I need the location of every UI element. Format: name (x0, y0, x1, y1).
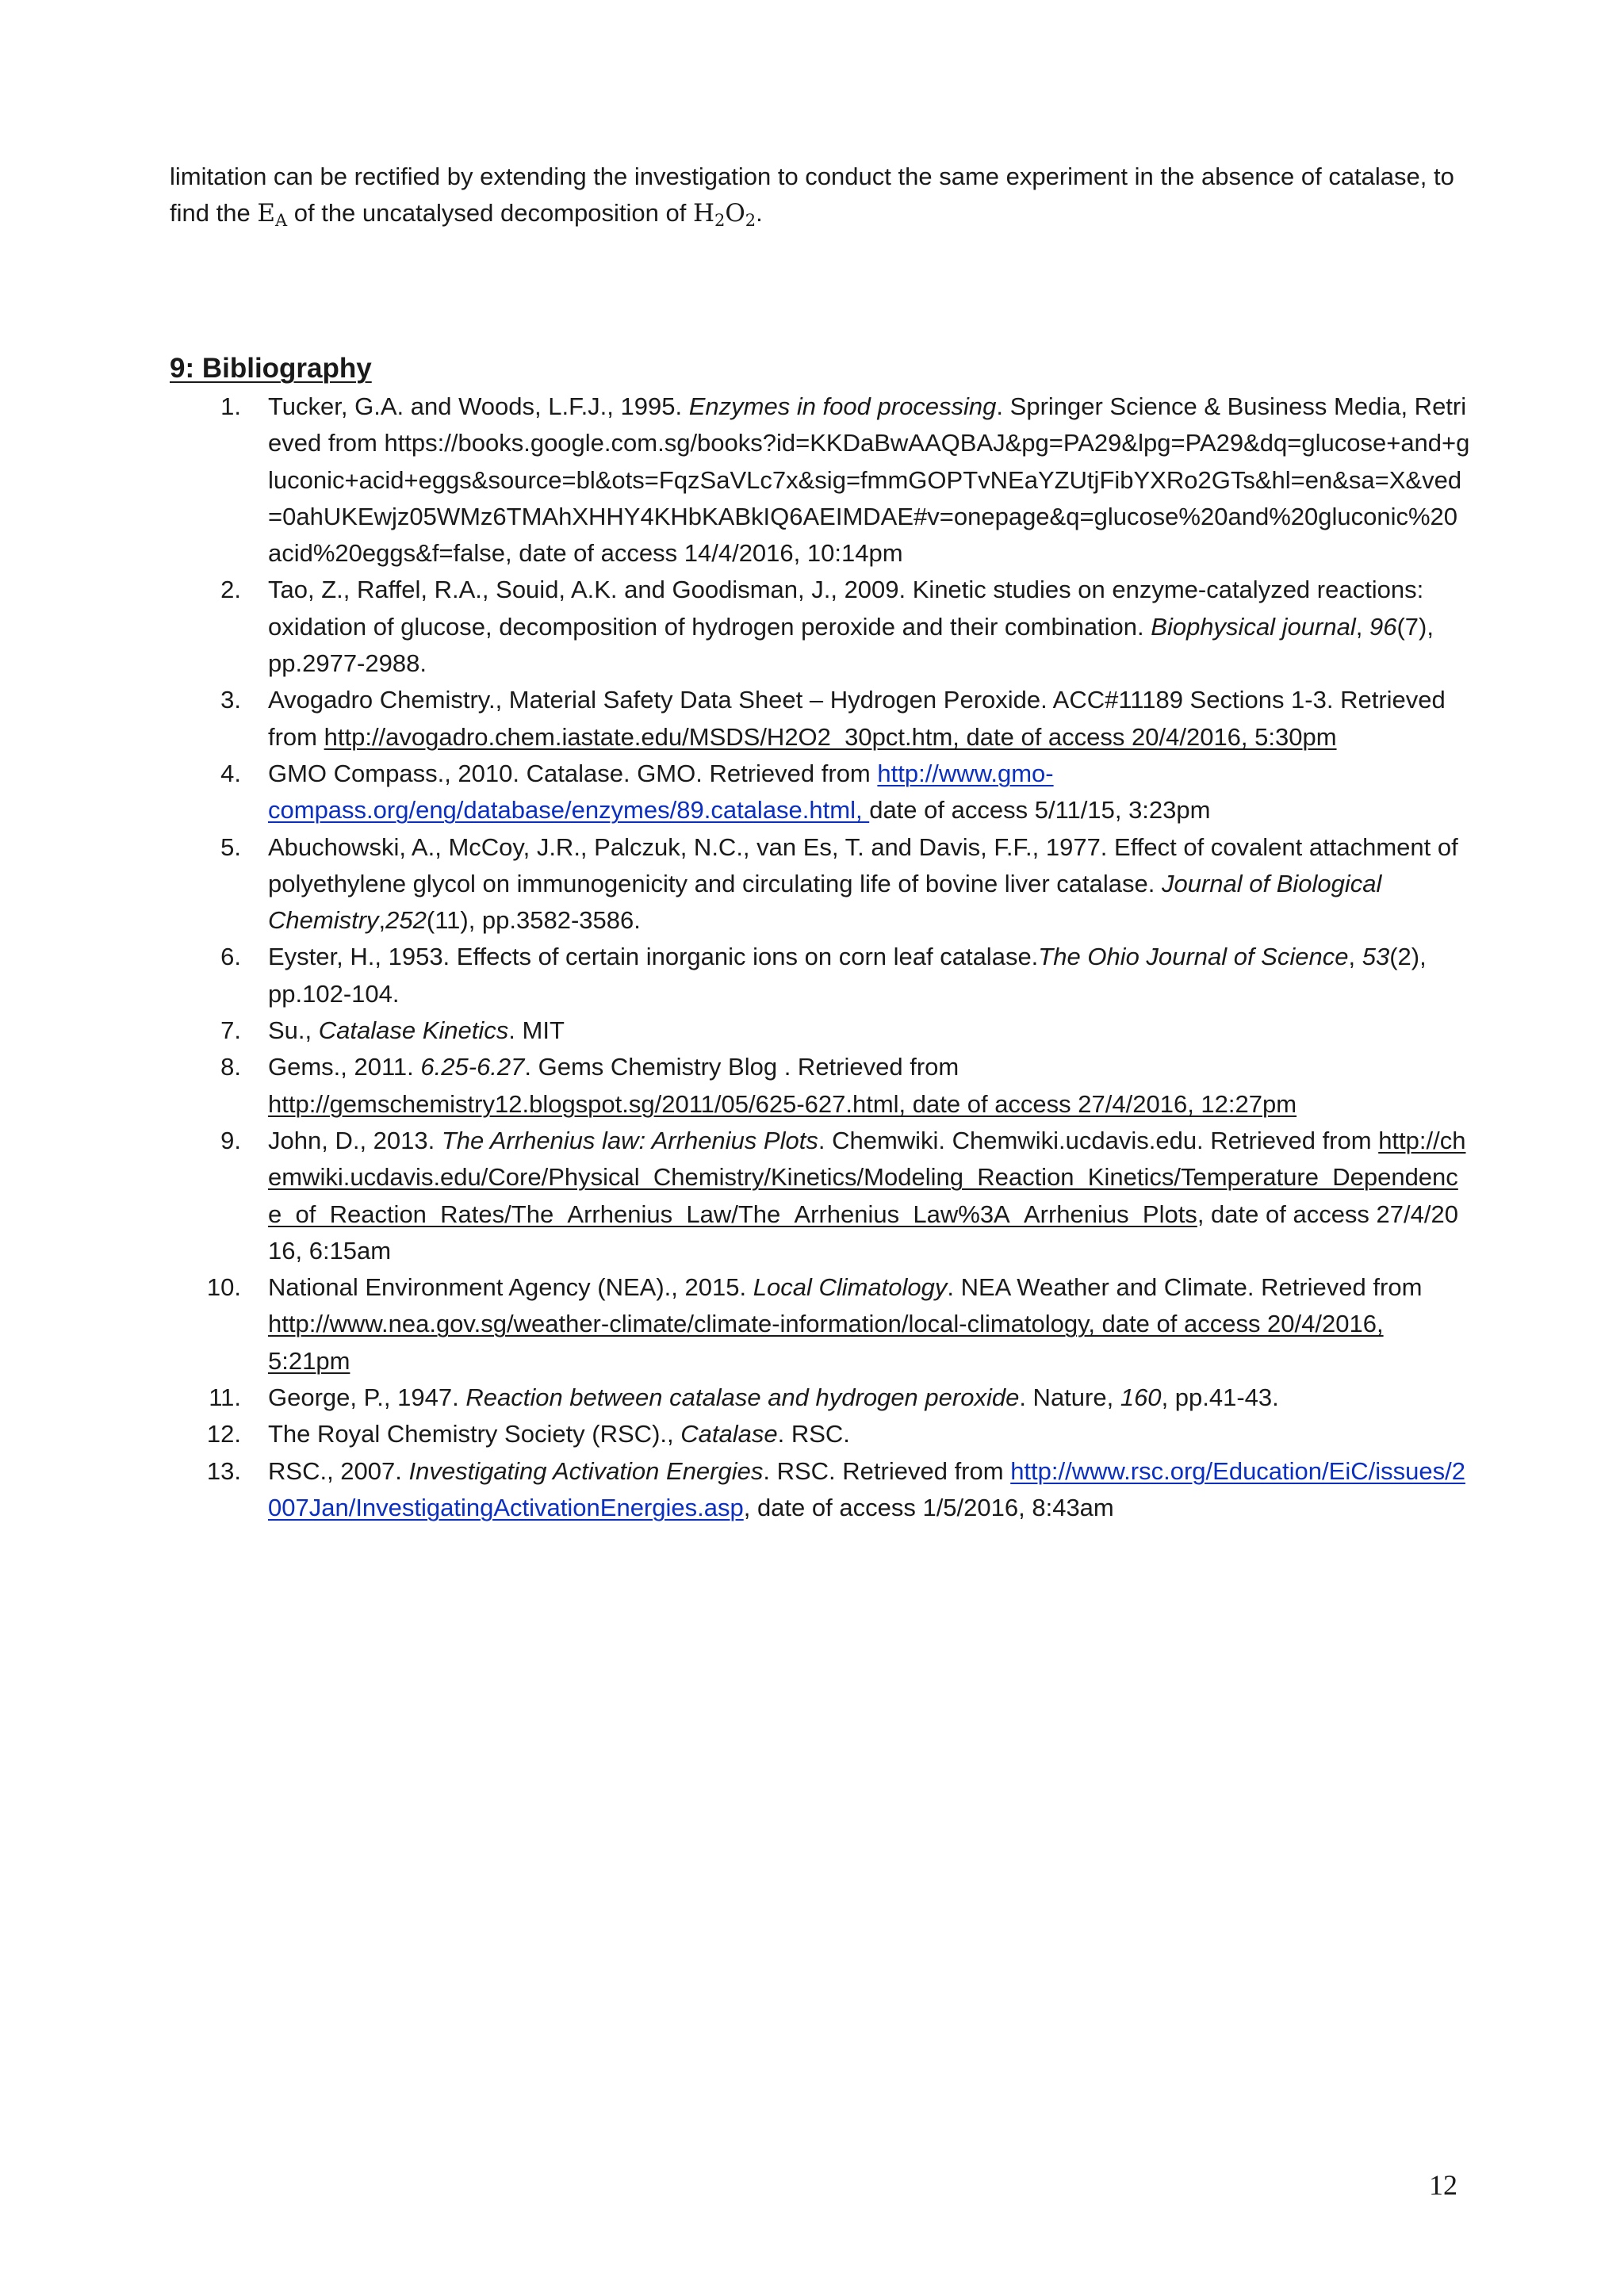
reference-number: 12. (206, 1420, 241, 1448)
reference-text: Eyster, H., 1953. Effects of certain inorganic ions on corn leaf catalase.The Ohio Journal of Science, 53(2), pp.102-104. (268, 943, 1427, 1008)
reference-text: GMO Compass., 2010. Catalase. GMO. Retrieved from http://www.gmo-compass.org/eng/database/enzymes/89.catalase.html, date of access 5/11/15, 3:23pm (268, 759, 1211, 825)
reference-item (170, 1123, 1470, 1269)
reference-item (170, 572, 1470, 682)
intro-end: . (756, 199, 763, 227)
reference-text: Avogadro Chemistry., Material Safety Data Sheet – Hydrogen Peroxide. ACC#11189 Sections 1-3. Retrieved from http://avogadro.chem.iastate.edu/MSDS/H2O2_30pct.htm, date of access 20/4/2016, 5:30pm (268, 686, 1446, 751)
reference-number: 10. (206, 1273, 241, 1302)
reference-item (170, 682, 1470, 756)
reference-text: Tucker, G.A. and Woods, L.F.J., 1995. Enzymes in food processing. Springer Science & Business Media, Retrieved from https://books.google.com.sg/books?id=KKDaBwAAQBAJ&pg=PA29&lpg=PA29&dq=glucose+and+gluconic+acid+eggs&source=bl&ots=FqzSaVLc7x&sig=fmmGOPTvNEaYZUtjFibYXRo2GTs&hl=en&sa=X&ved=0ahUKEwjz05WMz6TMAhXHHY4KHbKABkIQ6AEIMDAE#v=onepage&q=glucose%20and%20gluconic%20acid%20eggs&f=false, date of access 14/4/2016, 10:14pm (268, 392, 1470, 568)
reference-item (170, 1416, 1470, 1452)
reference-link[interactable]: http://www.gmo-compass.org/eng/database/enzymes/89.catalase.html, (268, 759, 1054, 825)
reference-number: 1. (220, 392, 241, 420)
reference-number: 3. (220, 686, 241, 714)
reference-item (170, 388, 1470, 572)
reference-link[interactable]: http://avogadro.chem.iastate.edu/MSDS/H2O2_30pct.htm, date of access 20/4/2016, 5:30pm (324, 722, 1337, 751)
reference-item (170, 1380, 1470, 1416)
reference-item (170, 1012, 1470, 1049)
activation-energy-symbol: $E_A$ (257, 199, 288, 230)
intro-paragraph (170, 159, 1470, 232)
reference-text: National Environment Agency (NEA)., 2015. Local Climatology. NEA Weather and Climate. Retrieved from http://www.nea.gov.sg/weather-climate/climate-information/local-climatology, date of access 20/4/2016, 5:21pm (268, 1273, 1423, 1375)
reference-number: 5. (220, 832, 241, 861)
page-number: 12 (1429, 2169, 1457, 2201)
reference-item (170, 939, 1470, 1012)
reference-item (170, 756, 1470, 829)
reference-number: 11. (209, 1383, 241, 1412)
reference-text: Gems., 2011. 6.25-6.27. Gems Chemistry Blog . Retrieved from http://gemschemistry12.blogspot.sg/2011/05/625-627.html, date of access 27/4/2016, 12:27pm (268, 1053, 1297, 1118)
reference-item (170, 829, 1470, 939)
intro-text-b: of the uncatalysed decomposition of (287, 199, 693, 227)
reference-text: Su., Catalase Kinetics. MIT (268, 1016, 565, 1045)
reference-text: Abuchowski, A., McCoy, J.R., Palczuk, N.C., van Es, T. and Davis, F.F., 1977. Effect of covalent attachment of polyethylene glycol on immunogenicity and circulating life of bovine liver catalase. Journal of Biological Chemistry,252(11), pp.3582-3586. (268, 832, 1458, 935)
bibliography-list (170, 388, 1470, 1526)
reference-number: 2. (220, 576, 241, 604)
reference-link[interactable]: http://gemschemistry12.blogspot.sg/2011/05/625-627.html, date of access 27/4/2016, 12:27pm (268, 1089, 1297, 1118)
reference-number: 7. (220, 1016, 241, 1045)
reference-text: The Royal Chemistry Society (RSC)., Catalase. RSC. (268, 1420, 850, 1448)
reference-number: 9. (220, 1126, 241, 1154)
reference-item (170, 1049, 1470, 1123)
reference-text: John, D., 2013. The Arrhenius law: Arrhenius Plots. Chemwiki. Chemwiki.ucdavis.edu. Retrieved from http://chemwiki.ucdavis.edu/Core/Physical_Chemistry/Kinetics/Modeling_Reaction_Kinetics/Temperature_Dependence_of_Reaction_Rates/The_Arrhenius_Law/The_Arrhenius_Law%3A_Arrhenius_Plots, date of access 27/4/2016, 6:15am (268, 1126, 1466, 1265)
intro-text-a: limitation can be rectified by extending the investigation to conduct the same experiment in the absence of catalase, to find the (170, 163, 1454, 227)
reference-text: Tao, Z., Raffel, R.A., Souid, A.K. and Goodisman, J., 2009. Kinetic studies on enzyme-catalyzed reactions: oxidation of glucose, decomposition of hydrogen peroxide and their combination. Biophysical journal, 96(7), pp.2977-2988. (268, 576, 1434, 678)
reference-link[interactable]: http://chemwiki.ucdavis.edu/Core/Physical_Chemistry/Kinetics/Modeling_Reaction_Kinetics/Temperature_Dependence_of_Reaction_Rates/The_Arrhenius_Law/The_Arrhenius_Law%3A_Arrhenius_Plots (268, 1126, 1466, 1228)
reference-link[interactable]: http://www.nea.gov.sg/weather-climate/climate-information/local-climatology, date of access 20/4/2016, 5:21pm (268, 1310, 1384, 1375)
section-heading: 9: Bibliography (170, 353, 372, 384)
reference-number: 4. (220, 759, 241, 787)
reference-link[interactable]: http://www.rsc.org/Education/EiC/issues/2007Jan/InvestigatingActivationEnergies.asp (268, 1456, 1465, 1521)
reference-item (170, 1269, 1470, 1380)
reference-text: George, P., 1947. Reaction between catalase and hydrogen peroxide. Nature, 160, pp.41-43. (268, 1383, 1279, 1412)
reference-number: 13. (206, 1456, 241, 1485)
reference-item (170, 1453, 1470, 1527)
hydrogen-peroxide-formula: $H_2O_2$ (692, 199, 756, 230)
reference-number: 8. (220, 1053, 241, 1081)
reference-number: 6. (220, 943, 241, 971)
reference-text: RSC., 2007. Investigating Activation Energies. RSC. Retrieved from http://www.rsc.org/Education/EiC/issues/2007Jan/InvestigatingActivationEnergies.asp, date of access 1/5/2016, 8:43am (268, 1456, 1465, 1521)
